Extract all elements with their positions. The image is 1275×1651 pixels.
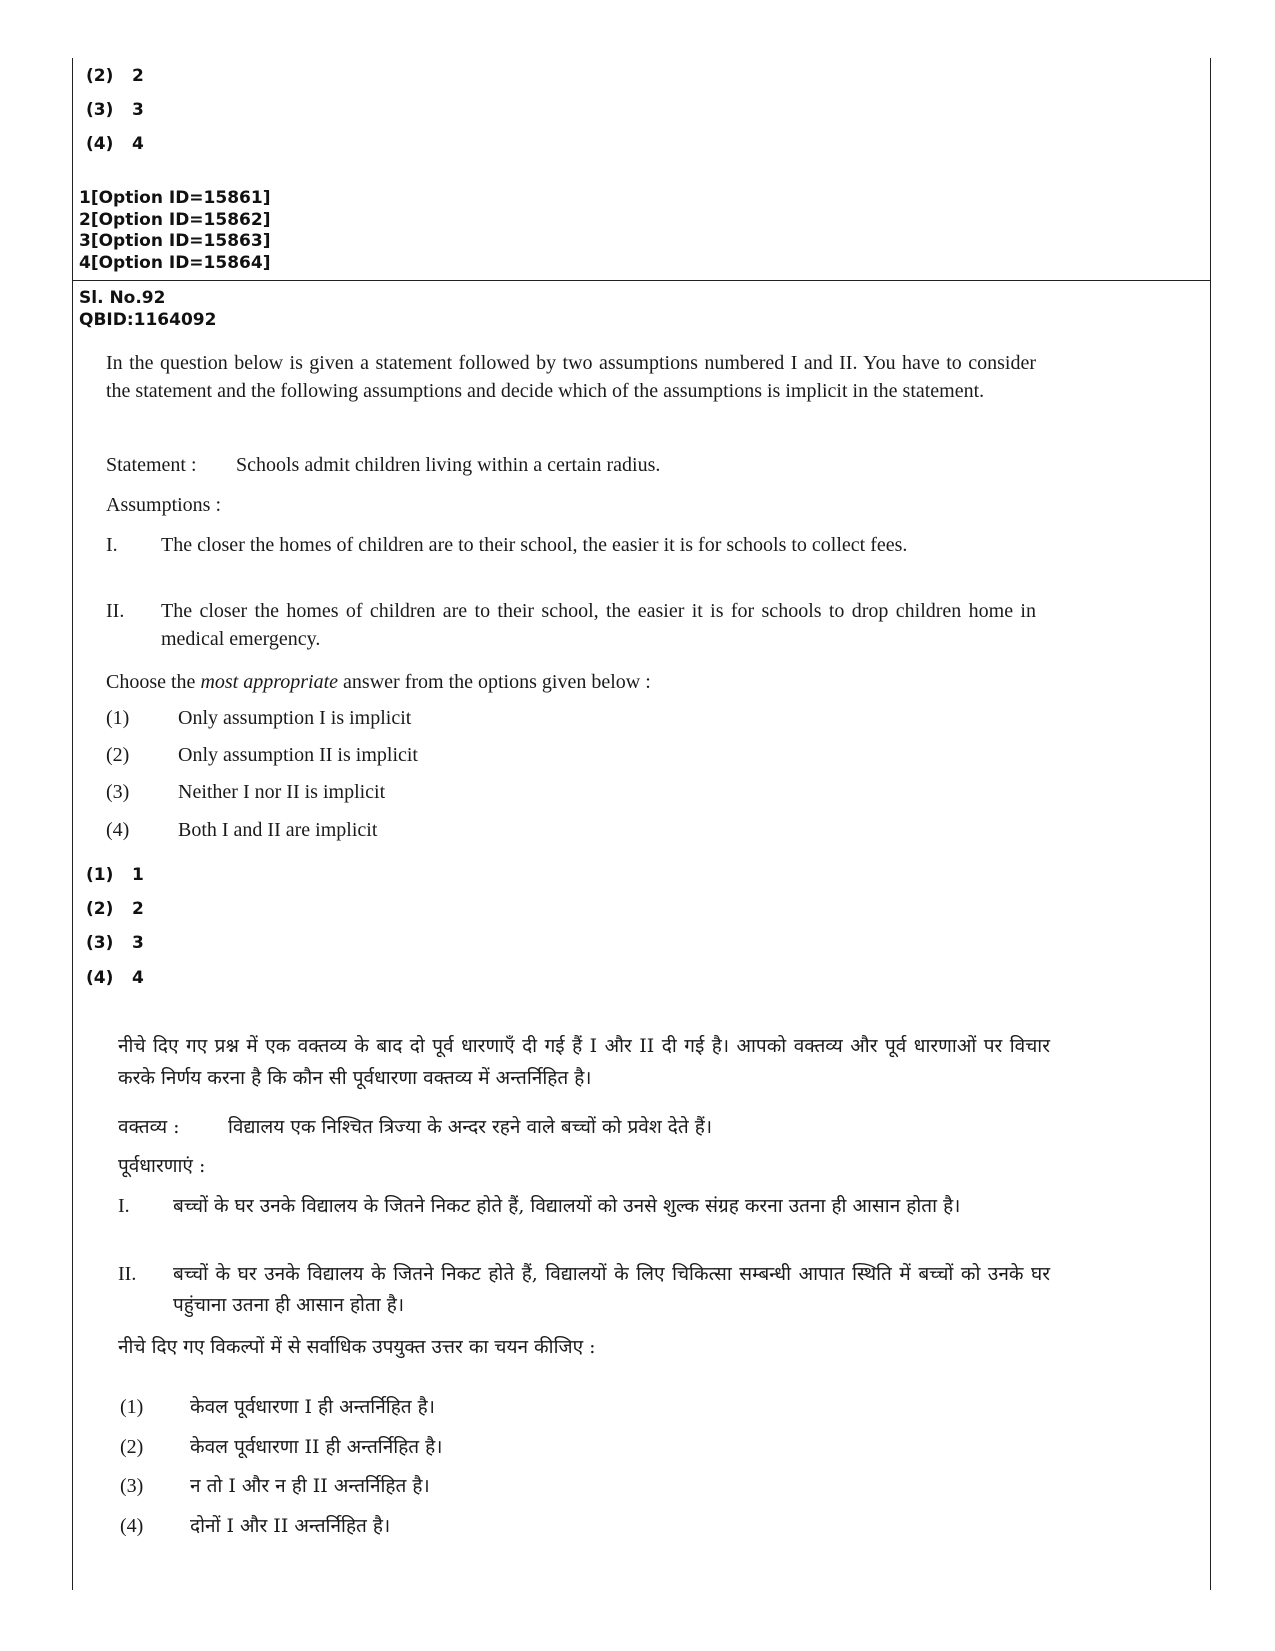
assumption-numeral: II. bbox=[118, 1263, 137, 1285]
option-id: 3[Option ID=15863] bbox=[79, 231, 271, 251]
assumptions-label-hindi: पूर्वधारणाएं : bbox=[118, 1155, 206, 1177]
option-english bbox=[106, 781, 1036, 804]
option-number: (3) bbox=[86, 933, 114, 953]
option-hindi bbox=[120, 1433, 442, 1459]
option-number: (3) bbox=[86, 100, 114, 120]
assumptions-label-english: Assumptions : bbox=[106, 494, 222, 516]
question-separator bbox=[72, 280, 1211, 281]
prev-answer-option bbox=[86, 134, 144, 154]
prev-answer-option bbox=[86, 66, 144, 86]
option-value: 3 bbox=[132, 933, 144, 953]
option-number: (3) bbox=[106, 781, 130, 803]
option-value: 2 bbox=[132, 899, 144, 919]
option-value: 2 bbox=[132, 66, 144, 86]
option-text: न तो I और न ही II अन्तर्निहित है। bbox=[190, 1475, 430, 1497]
qbid: QBID:1164092 bbox=[79, 310, 217, 330]
answer-option[interactable] bbox=[86, 865, 144, 885]
option-number: (1) bbox=[106, 707, 130, 729]
statement-text: विद्यालय एक निश्चित त्रिज्या के अन्दर रहने वाले बच्चों को प्रवेश देते हैं। bbox=[228, 1116, 713, 1138]
option-value: 3 bbox=[132, 100, 144, 120]
option-number: (1) bbox=[86, 865, 114, 885]
choose-text: Choose the bbox=[106, 671, 201, 693]
option-number: (3) bbox=[120, 1475, 144, 1497]
assumption-hindi bbox=[118, 1191, 1050, 1222]
option-number: (4) bbox=[86, 968, 114, 988]
choose-text: answer from the options given below : bbox=[338, 671, 651, 693]
statement-label: वक्तव्य : bbox=[118, 1116, 180, 1138]
statement-english bbox=[106, 454, 1036, 477]
serial-number: Sl. No.92 bbox=[79, 288, 166, 308]
statement-text: Schools admit children living within a certain radius. bbox=[236, 454, 661, 476]
option-number: (2) bbox=[120, 1436, 144, 1458]
option-id-list bbox=[79, 188, 270, 274]
choose-emphasis: most appropriate bbox=[200, 671, 339, 693]
page-border-left bbox=[72, 58, 73, 1590]
statement-label: Statement : bbox=[106, 454, 197, 476]
option-number: (2) bbox=[86, 899, 114, 919]
option-id: 4[Option ID=15864] bbox=[79, 252, 271, 273]
option-number: (2) bbox=[106, 744, 130, 766]
option-hindi bbox=[120, 1472, 430, 1498]
assumption-text: बच्चों के घर उनके विद्यालय के जितने निकट होते हैं, विद्यालयों को उनसे शुल्क संग्रह करना उतना ही आसान होता है। bbox=[173, 1195, 961, 1217]
option-text: केवल पूर्वधारणा II ही अन्तर्निहित है। bbox=[190, 1436, 443, 1458]
question-header bbox=[79, 287, 216, 331]
assumption-text: बच्चों के घर उनके विद्यालय के जितने निकट होते हैं, विद्यालयों के लिए चिकित्सा सम्बन्धी आपात स्थिति में बच्चों को उनके घर पहुंचाना उतना ही आसान होता है। bbox=[173, 1263, 1050, 1316]
option-english bbox=[106, 819, 1036, 842]
option-number: (1) bbox=[120, 1396, 144, 1418]
option-number: (4) bbox=[120, 1515, 144, 1537]
assumption-text: The closer the homes of children are to their school, the easier it is for schools to collect fees. bbox=[161, 534, 908, 556]
assumption-hindi bbox=[118, 1259, 1050, 1321]
option-value: 4 bbox=[132, 968, 144, 988]
option-value: 4 bbox=[132, 134, 144, 154]
option-hindi bbox=[120, 1393, 435, 1419]
option-number: (4) bbox=[86, 134, 114, 154]
assumption-numeral: II. bbox=[106, 600, 125, 622]
question-intro-english: In the question below is given a statement followed by two assumptions numbered I and II. You have to consider the statement and the following assumptions and decide which of the assumptions is implicit in the statement. bbox=[106, 352, 1036, 402]
option-number: (4) bbox=[106, 819, 130, 841]
assumption-numeral: I. bbox=[106, 534, 118, 556]
option-english bbox=[106, 744, 1036, 767]
question-intro-hindi: नीचे दिए गए प्रश्न में एक वक्तव्य के बाद दो पूर्व धारणाएँ दी गई हैं I और II दी गई है। आपको वक्तव्य और पूर्व धारणाओं पर विचार करके निर्णय करना है कि कौन सी पूर्वधारणा वक्तव्य में अन्तर्निहित है। bbox=[118, 1035, 1050, 1089]
page-border-right bbox=[1210, 58, 1211, 1590]
choose-instruction-english bbox=[106, 671, 1036, 694]
answer-option[interactable] bbox=[86, 968, 144, 988]
option-text: दोनों I और II अन्तर्निहित है। bbox=[190, 1515, 391, 1537]
option-id: 2[Option ID=15862] bbox=[79, 209, 271, 230]
assumption-english bbox=[106, 598, 1036, 653]
option-text: Neither I nor II is implicit bbox=[178, 781, 386, 803]
option-text: Only assumption I is implicit bbox=[178, 707, 412, 729]
option-id: 1[Option ID=15861] bbox=[79, 188, 271, 208]
choose-instruction-hindi: नीचे दिए गए विकल्पों में से सर्वाधिक उपयुक्त उत्तर का चयन कीजिए : bbox=[118, 1336, 596, 1358]
option-text: केवल पूर्वधारणा I ही अन्तर्निहित है। bbox=[190, 1396, 435, 1418]
prev-answer-option bbox=[86, 100, 144, 120]
statement-hindi bbox=[118, 1113, 712, 1139]
assumption-numeral: I. bbox=[118, 1195, 130, 1217]
option-text: Both I and II are implicit bbox=[178, 819, 378, 841]
answer-option[interactable] bbox=[86, 933, 144, 953]
assumption-text: The closer the homes of children are to their school, the easier it is for schools to drop children home in medical emergency. bbox=[161, 600, 1036, 650]
assumption-english bbox=[106, 532, 1036, 560]
option-english bbox=[106, 707, 1036, 730]
option-value: 1 bbox=[132, 865, 144, 885]
option-hindi bbox=[120, 1512, 390, 1538]
answer-option[interactable] bbox=[86, 899, 144, 919]
option-text: Only assumption II is implicit bbox=[178, 744, 418, 766]
option-number: (2) bbox=[86, 66, 114, 86]
